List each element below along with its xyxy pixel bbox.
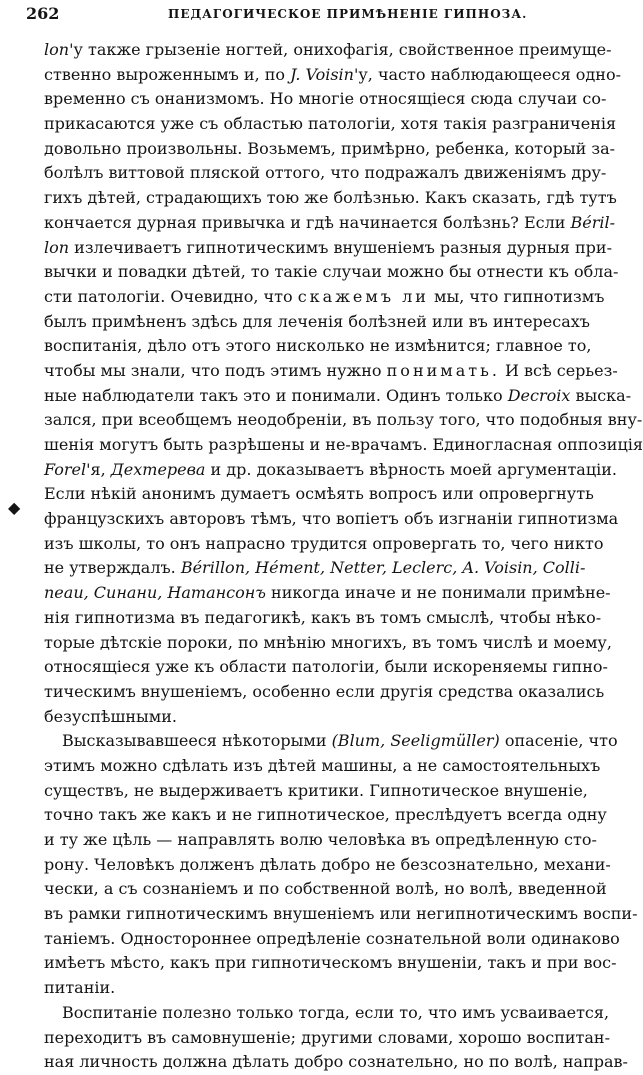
text-line — [44, 902, 638, 927]
text-span: Воспитаніе полезно только тогда, если то, что имъ усваивается, — [62, 1002, 610, 1022]
text-line — [44, 310, 590, 335]
italic-text: neau, Синани, Натансонъ — [44, 583, 266, 603]
text-line — [44, 556, 584, 581]
text-line — [44, 458, 617, 483]
italic-text: Bérillon, Hément, Netter, Leclerc, A. Voisin, Colli- — [180, 558, 586, 578]
text-span: таніемъ. Одностороннее опредѣленіе сознательной воли одинаково — [44, 928, 620, 948]
text-span: Если нѣкій анонимъ думаетъ осмѣять вопросъ или опровергнуть — [44, 484, 594, 504]
text-span: не утверждалъ. — [44, 558, 181, 578]
spaced-text: скажемъ ли — [297, 286, 429, 306]
text-span: выска- — [570, 385, 632, 405]
text-span: относящіеся уже къ области патологіи, были искореняемы гипно- — [44, 657, 608, 677]
text-line — [44, 705, 584, 730]
text-span: существъ, не выдерживаетъ критики. Гипнотическое внушеніе, — [44, 780, 588, 800]
text-span: воспитанія, дѣло отъ этого нисколько не измѣнится; главное то, — [44, 336, 592, 356]
text-line — [44, 161, 607, 186]
text-span: зался, при всеобщемъ неодобреніи, въ пользу того, что подобныя вну- — [44, 410, 643, 430]
text-span: 'у, часто наблюдающееся одно- — [353, 64, 621, 84]
text-span: изъ школы, то онъ напрасно трудится опровергать то, чего никто — [44, 533, 604, 553]
italic-text: J. Voisin — [290, 64, 354, 84]
text-line — [44, 236, 612, 261]
italic-text: (Blum, Seeligmüller) — [331, 731, 500, 751]
text-line — [44, 186, 617, 211]
text-span: довольно произвольны. Возьмемъ, примѣрно, ребенка, который за- — [44, 138, 616, 158]
text-line — [44, 384, 632, 409]
text-span: шенія могутъ быть разрѣшены и не-врачамъ. Единогласная оппозиція — [44, 435, 643, 454]
text-line — [44, 1050, 628, 1075]
text-span: въ рамки гипнотическимъ внушеніемъ или негипнотическимъ воспи- — [44, 904, 638, 924]
text-span: точно такъ же какъ и не гипнотическое, преслѣдуетъ всегда одну — [44, 805, 607, 825]
text-line — [44, 655, 608, 680]
text-line — [44, 976, 584, 1001]
text-span: французскихъ авторовъ тѣмъ, что вопіетъ объ изгнаніи гипнотизма — [44, 509, 619, 529]
text-line — [44, 334, 592, 359]
text-line — [44, 581, 611, 606]
text-span: ные наблюдатели такъ это и понимали. Одинъ только — [44, 385, 508, 405]
text-line — [44, 260, 619, 285]
text-span: гихъ дѣтей, страдающихъ тою же болѣзнью. Какъ сказать, гдѣ тутъ — [44, 188, 617, 208]
body-text — [44, 38, 643, 1075]
text-span: нія гипнотизма въ педагогикѣ, какъ въ томъ смыслѣ, чтобы нѣко- — [44, 607, 602, 627]
text-span: Высказывавшееся нѣкоторыми — [62, 731, 332, 751]
text-span: чтобы мы знали, что подъ этимъ нужно — [44, 360, 387, 380]
text-span: никогда иначе и не понимали примѣне- — [265, 583, 611, 603]
text-span: и ту же цѣль — направлять волю человѣка въ опредѣленную сто- — [44, 830, 597, 849]
text-span: ная личность должна дѣлать добро сознательно, но по волѣ, направ- — [44, 1052, 628, 1072]
text-span: чески, а съ сознаніемъ и по собственной волѣ, но волѣ, введенной — [44, 879, 607, 899]
text-span: прикасаются уже съ областью патологіи, хотя такія разграниченія — [44, 114, 617, 134]
italic-text: lon — [44, 40, 70, 59]
page-number: 262 — [26, 4, 60, 23]
text-span: ственно выроженнымъ и, по — [44, 64, 291, 84]
text-line — [44, 408, 643, 433]
text-line — [44, 1001, 610, 1026]
text-line — [44, 828, 597, 853]
text-span: мы, что гипнотизмъ — [428, 286, 605, 306]
text-span: рону. Человѣкъ долженъ дѣлать добро не безсознательно, механи- — [44, 854, 611, 874]
text-line — [44, 779, 588, 804]
text-span: болѣлъ виттовой пляской оттого, что подражалъ движеніямъ дру- — [44, 163, 607, 183]
text-line — [44, 680, 605, 705]
text-line — [44, 112, 617, 137]
text-line — [44, 853, 611, 878]
text-line — [44, 433, 643, 458]
text-span: И всѣ серьез- — [499, 360, 618, 380]
text-line — [44, 532, 604, 557]
text-span: торые дѣтскіе пороки, по мнѣнію многихъ, въ томъ числѣ и моему, — [44, 632, 612, 652]
text-line — [44, 729, 618, 754]
page-header — [26, 4, 598, 26]
text-span: безуспѣшными. — [44, 706, 177, 726]
text-line — [44, 359, 618, 384]
text-span: сти патологіи. Очевидно, что — [44, 286, 298, 306]
text-span: тическимъ внушеніемъ, особенно если другія средства оказались — [44, 681, 605, 701]
text-line — [44, 606, 602, 631]
text-span: питаніи. — [44, 978, 116, 998]
text-line — [44, 137, 616, 162]
text-span: кончается дурная привычка и гдѣ начинается болѣзнь? Если — [44, 212, 571, 232]
italic-text: lon — [44, 237, 70, 257]
text-line — [44, 754, 601, 779]
text-line — [44, 211, 616, 236]
text-line — [44, 1026, 610, 1051]
margin-mark: ◆ — [8, 498, 21, 517]
text-line — [44, 285, 605, 310]
text-span: вычки и повадки дѣтей, то такіе случаи можно бы отнести къ обла- — [44, 262, 619, 282]
italic-text: Decroix — [507, 385, 571, 405]
text-line — [44, 927, 620, 952]
text-span: опасеніе, что — [499, 731, 618, 751]
text-line — [44, 507, 619, 532]
spaced-text: понимать. — [386, 360, 500, 380]
text-span: переходитъ въ самовнушеніе; другими словами, хорошо воспитан- — [44, 1027, 610, 1047]
text-line — [44, 951, 617, 976]
text-span: и др. доказываетъ вѣрность моей аргументаціи. — [205, 459, 617, 479]
text-span: временно съ онанизмомъ. Но многіе относящіеся сюда случаи со- — [44, 89, 607, 109]
text-span: 'у также грызеніе ногтей, онихофагія, свойственное преимуще- — [69, 40, 612, 59]
text-line — [44, 877, 607, 902]
text-line — [44, 38, 612, 63]
text-span: этимъ можно сдѣлать изъ дѣтей машины, а не самостоятельныхъ — [44, 755, 601, 775]
text-span: былъ примѣненъ здѣсь для леченія болѣзней или въ интересахъ — [44, 311, 590, 331]
italic-text: Forel — [44, 459, 87, 479]
text-line — [44, 631, 612, 656]
text-span: излечиваетъ гипнотическимъ внушеніемъ разныя дурныя при- — [69, 237, 612, 257]
text-span: имѣетъ мѣсто, какъ при гипнотическомъ внушеніи, такъ и при вос- — [44, 953, 617, 973]
running-title: ПЕДАГОГИЧЕСКОЕ ПРИМѢНЕНІЕ ГИПНОЗА. — [168, 7, 528, 21]
text-line — [44, 63, 621, 88]
text-line — [44, 803, 607, 828]
text-line — [44, 87, 607, 112]
text-line — [44, 482, 594, 507]
italic-text: Дехтерева — [110, 459, 206, 479]
italic-text: Béril- — [570, 212, 616, 232]
text-span: 'я, — [86, 459, 111, 479]
